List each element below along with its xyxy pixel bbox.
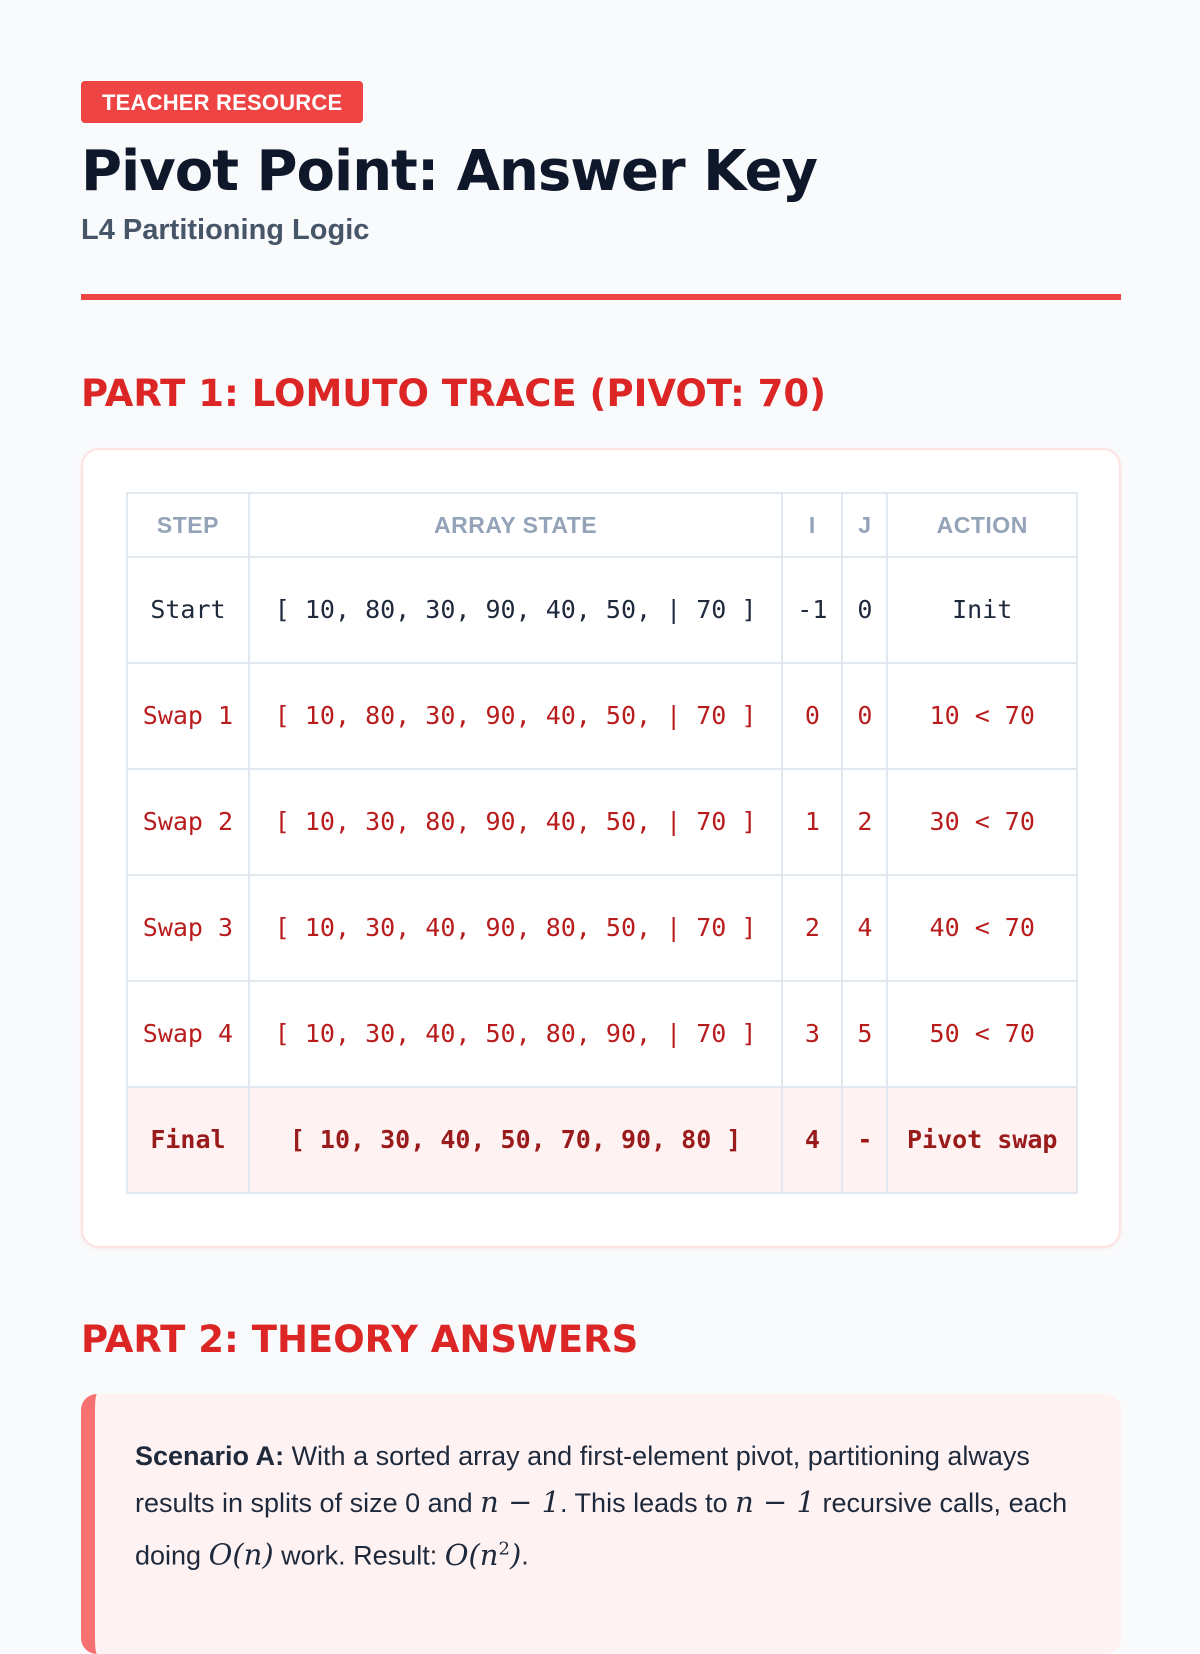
array-state-cell: [ 10, 80, 30, 90, 40, 50, | 70 ] <box>249 663 782 769</box>
action-cell: 40 < 70 <box>887 875 1077 981</box>
action-cell: 50 < 70 <box>887 981 1077 1087</box>
scenario-a-colon: : <box>275 1441 285 1471</box>
step-cell: Swap 2 <box>127 769 249 875</box>
scenario-a-callout <box>81 1394 1121 1654</box>
step-cell: Start <box>127 557 249 663</box>
j-cell: 0 <box>842 663 887 769</box>
action-cell: 30 < 70 <box>887 769 1077 875</box>
step-cell: Swap 4 <box>127 981 249 1087</box>
i-cell: 2 <box>782 875 842 981</box>
column-header-step: STEP <box>127 493 249 557</box>
action-cell: Init <box>887 557 1077 663</box>
i-cell: 4 <box>782 1087 842 1193</box>
j-cell: 4 <box>842 875 887 981</box>
j-cell: 0 <box>842 557 887 663</box>
scenario-a-text-5: . <box>521 1540 529 1571</box>
math-exponent: 2 <box>498 1538 510 1559</box>
part1-heading: PART 1: LOMUTO TRACE (PIVOT: 70) <box>81 372 827 415</box>
j-cell: 5 <box>842 981 887 1087</box>
i-cell: 3 <box>782 981 842 1087</box>
array-state-cell: [ 10, 30, 80, 90, 40, 50, | 70 ] <box>249 769 782 875</box>
column-header-action: ACTION <box>887 493 1077 557</box>
part2-heading: PART 2: THEORY ANSWERS <box>81 1318 639 1361</box>
math-o-n-squared-close: ) <box>509 1537 522 1572</box>
j-cell: - <box>842 1087 887 1193</box>
array-state-cell: [ 10, 30, 40, 50, 70, 90, 80 ] <box>249 1087 782 1193</box>
math-n-minus-1: n − 1 <box>480 1485 561 1519</box>
array-state-cell: [ 10, 30, 40, 50, 80, 90, | 70 ] <box>249 981 782 1087</box>
trace-table-card <box>81 448 1121 1248</box>
table-row <box>127 875 1077 981</box>
action-cell: 10 < 70 <box>887 663 1077 769</box>
column-header-array-state: ARRAY STATE <box>249 493 782 557</box>
table-header-row <box>127 493 1077 557</box>
i-cell: 0 <box>782 663 842 769</box>
i-cell: -1 <box>782 557 842 663</box>
math-o-n-squared <box>445 1538 522 1572</box>
table-row-final <box>127 1087 1077 1193</box>
header-divider <box>81 294 1121 300</box>
page-subtitle: L4 Partitioning Logic <box>81 214 370 246</box>
scenario-a-text-2: . This leads to <box>560 1488 736 1518</box>
scenario-a-text-1: With a sorted array and first-element pivot, partitioning always results in splits of size 0 and <box>135 1441 1030 1518</box>
table-row <box>127 663 1077 769</box>
column-header-i: I <box>782 493 842 557</box>
math-n-minus-1-calls: n − 1 <box>735 1485 816 1519</box>
lomuto-trace-table <box>126 492 1078 1194</box>
table-row <box>127 981 1077 1087</box>
step-cell: Swap 3 <box>127 875 249 981</box>
math-o-n: O(n) <box>208 1537 274 1572</box>
scenario-a-label: Scenario A <box>135 1441 276 1471</box>
scenario-a-text-4: work. Result: <box>273 1540 445 1571</box>
column-header-j: J <box>842 493 887 557</box>
step-cell: Swap 1 <box>127 663 249 769</box>
action-cell: Pivot swap <box>887 1087 1077 1193</box>
array-state-cell: [ 10, 80, 30, 90, 40, 50, | 70 ] <box>249 557 782 663</box>
i-cell: 1 <box>782 769 842 875</box>
step-cell: Final <box>127 1087 249 1193</box>
table-row <box>127 557 1077 663</box>
array-state-cell: [ 10, 30, 40, 90, 80, 50, | 70 ] <box>249 875 782 981</box>
scenario-a-text <box>135 1433 1095 1579</box>
scenario-a-text-3: recursive calls, each doing <box>135 1488 1068 1571</box>
j-cell: 2 <box>842 769 887 875</box>
teacher-resource-badge: TEACHER RESOURCE <box>81 81 363 123</box>
math-o-n-squared-base: O(n <box>444 1537 499 1572</box>
table-row <box>127 769 1077 875</box>
page-title: Pivot Point: Answer Key <box>81 139 817 204</box>
